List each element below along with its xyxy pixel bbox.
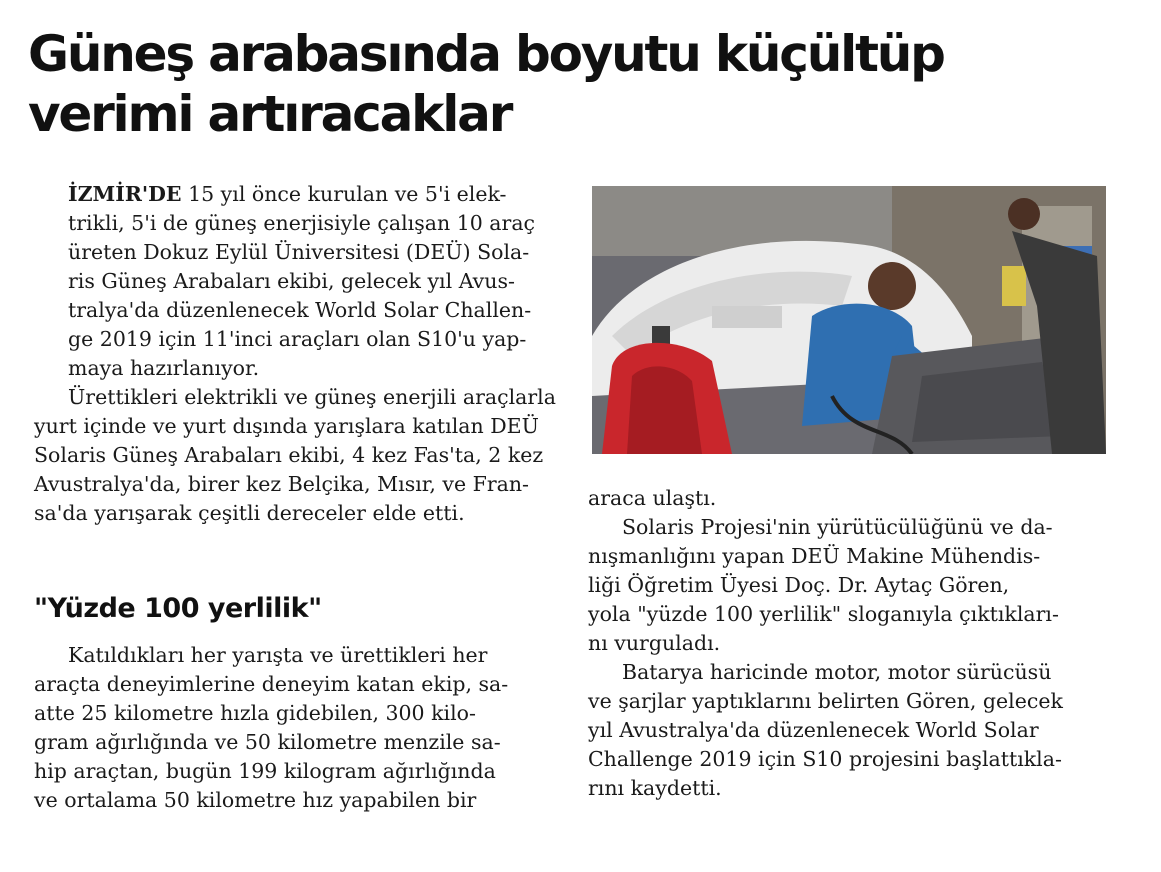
- paragraph-line: Ürettikleri elektrikli ve güneş enerjili araçlarla: [68, 385, 556, 409]
- paragraph-line: yola "yüzde 100 yerlilik" sloganıyla çıktıkları-: [588, 602, 1059, 626]
- photo-box: [1002, 266, 1026, 306]
- paragraph-line: Solaris Projesi'nin yürütücülüğünü ve da-: [622, 515, 1053, 539]
- paragraph-line: üreten Dokuz Eylül Üniversitesi (DEÜ) Sola-: [68, 240, 530, 264]
- paragraph-line: gram ağırlığında ve 50 kilometre menzile sa-: [34, 730, 501, 754]
- paragraph-line: liği Öğretim Üyesi Doç. Dr. Aytaç Gören,: [588, 573, 1010, 597]
- paragraph-line: ve ortalama 50 kilometre hız yapabilen bir: [34, 788, 477, 812]
- photo-illustration: [592, 186, 1106, 454]
- lede-word: İZMİR'DE: [68, 182, 182, 206]
- paragraph-experience: [34, 641, 554, 815]
- paragraph-line: ris Güneş Arabaları ekibi, gelecek yıl Avus-: [68, 269, 515, 293]
- paragraph-line: Batarya haricinde motor, motor sürücüsü: [622, 660, 1052, 684]
- paragraph-line: nı vurguladı.: [588, 631, 721, 655]
- paragraph-continuation: [588, 484, 1108, 513]
- paragraph-line: trikli, 5'i de güneş enerjisiyle çalışan 10 araç: [68, 211, 536, 235]
- paragraph-battery: [588, 658, 1108, 803]
- paragraph-project: [588, 513, 1108, 658]
- headline-line-1: Güneş arabasında boyutu küçültüp: [28, 25, 944, 83]
- paragraph-line: yurt içinde ve yurt dışında yarışlara katılan DEÜ: [34, 414, 539, 438]
- paragraph-line: Katıldıkları her yarışta ve ürettikleri her: [68, 643, 488, 667]
- paragraph-line: sa'da yarışarak çeşitli dereceler elde etti.: [34, 501, 465, 525]
- paragraph-line: tralya'da düzenlenecek World Solar Challen-: [68, 298, 532, 322]
- paragraph-line: ge 2019 için 11'inci araçları olan S10'u yap-: [68, 327, 527, 351]
- headline: [28, 24, 1148, 144]
- paragraph-line: Challenge 2019 için S10 projesini başlattıkla-: [588, 747, 1062, 771]
- left-column-lower: [34, 641, 554, 815]
- headline-line-2: verimi artıracaklar: [28, 85, 512, 143]
- paragraph-line: ve şarjlar yaptıklarını belirten Gören, gelecek: [588, 689, 1063, 713]
- photo-car-decal: [712, 306, 782, 328]
- paragraph-intro: [34, 180, 554, 383]
- paragraph-line: nışmanlığını yapan DEÜ Makine Mühendis-: [588, 544, 1041, 568]
- paragraph-achievements: [34, 383, 554, 528]
- subheading: "Yüzde 100 yerlilik": [34, 593, 322, 624]
- right-column: [588, 484, 1108, 803]
- paragraph-line: [68, 180, 554, 209]
- paragraph-line: atte 25 kilometre hızla gidebilen, 300 kilo-: [34, 701, 476, 725]
- paragraph-line: Solaris Güneş Arabaları ekibi, 4 kez Fas'ta, 2 kez: [34, 443, 544, 467]
- news-photo: [592, 186, 1106, 454]
- paragraph-line-text: 15 yıl önce kurulan ve 5'i elek-: [181, 182, 507, 206]
- paragraph-line: yıl Avustralya'da düzenlenecek World Solar: [588, 718, 1039, 742]
- photo-worker-head: [1008, 198, 1040, 230]
- paragraph-line: maya hazırlanıyor.: [68, 356, 260, 380]
- paragraph-line: hip araçtan, bugün 199 kilogram ağırlığında: [34, 759, 496, 783]
- paragraph-line: rını kaydetti.: [588, 776, 722, 800]
- paragraph-line: Avustralya'da, birer kez Belçika, Mısır, ve Fran-: [34, 472, 529, 496]
- left-column: [34, 180, 554, 528]
- photo-worker-head: [868, 262, 916, 310]
- paragraph-line: araçta deneyimlerine deneyim katan ekip, sa-: [34, 672, 509, 696]
- paragraph-line: araca ulaştı.: [588, 486, 717, 510]
